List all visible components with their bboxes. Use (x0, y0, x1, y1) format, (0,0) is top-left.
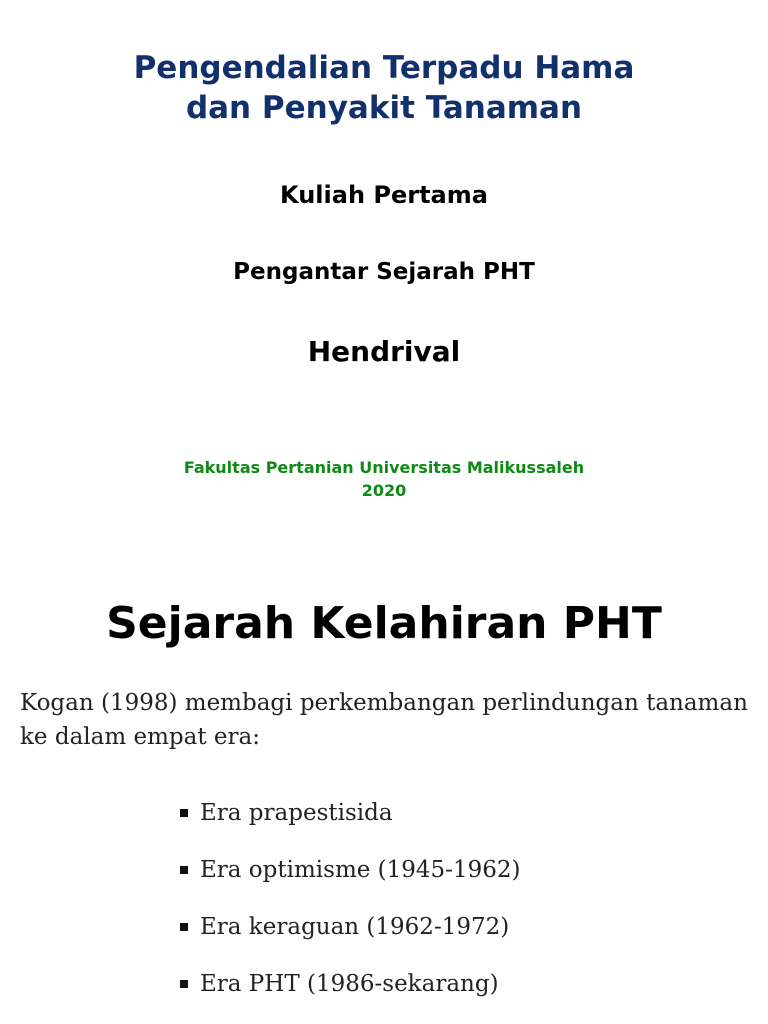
list-item (180, 955, 740, 1012)
topic-label: Pengantar Sejarah PHT (233, 259, 535, 285)
era-label: Era PHT (1986-sekarang) (200, 970, 499, 997)
history-title (0, 596, 768, 652)
square-bullet-icon (180, 980, 188, 988)
era-list (180, 784, 740, 1012)
era-label: Era prapestisida (200, 799, 393, 826)
era-label: Era keraguan (1962-1972) (200, 913, 510, 940)
square-bullet-icon (180, 923, 188, 931)
list-item (180, 898, 740, 955)
intro-paragraph: Kogan (1998) membagi perkembangan perlindungan tanaman ke dalam empat era: (20, 690, 748, 750)
history-title-text: Sejarah Kelahiran PHT (106, 598, 662, 649)
main-title (0, 48, 768, 128)
slide-history (0, 560, 768, 1024)
era-label: Era optimisme (1945-1962) (200, 856, 521, 883)
year-label: 2020 (361, 481, 407, 500)
list-item (180, 784, 740, 841)
author-name: Hendrival (307, 335, 461, 368)
lecture-label: Kuliah Pertama (280, 181, 488, 209)
square-bullet-icon (180, 809, 188, 817)
main-title-line-1: Pengendalian Terpadu Hama (133, 50, 635, 86)
institution-name: Fakultas Pertanian Universitas Malikussaleh (183, 458, 585, 477)
institution-block (0, 456, 768, 502)
list-item (180, 841, 740, 898)
square-bullet-icon (180, 866, 188, 874)
main-title-line-2: dan Penyakit Tanaman (185, 90, 583, 126)
